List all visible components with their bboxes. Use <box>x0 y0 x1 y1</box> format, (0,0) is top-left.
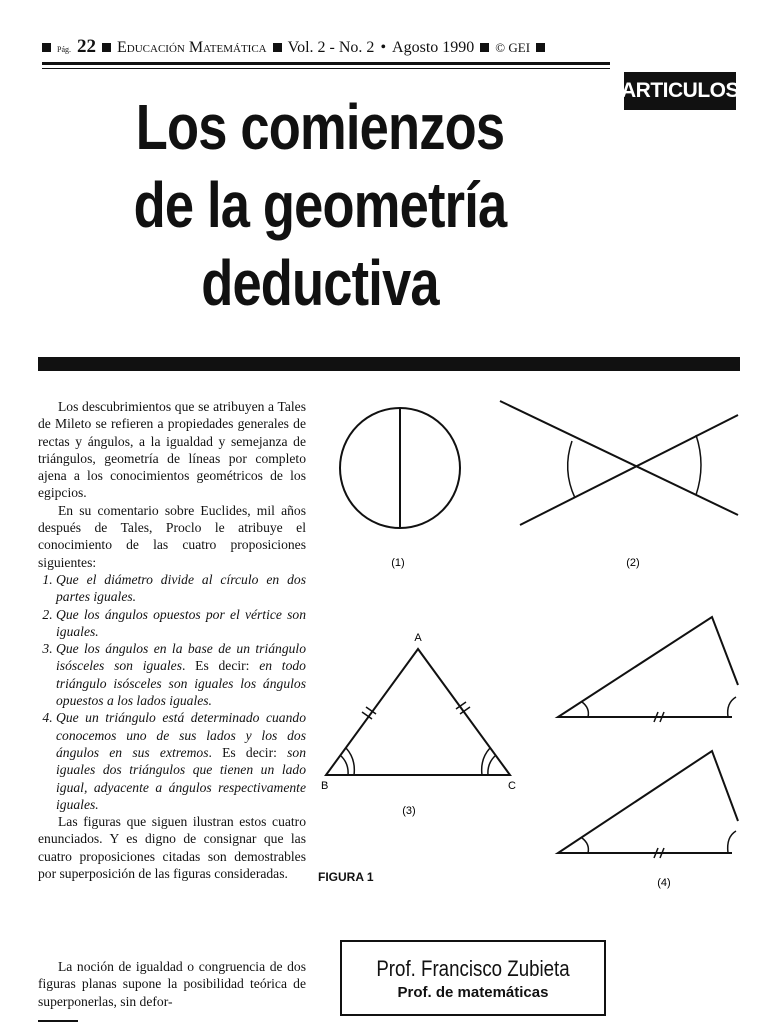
footnote-rule <box>38 1020 78 1022</box>
figure-caption: FIGURA 1 <box>318 870 374 884</box>
bullet-square-icon <box>536 43 545 52</box>
figure-4-triangle-upper <box>558 617 738 722</box>
bullet-square-icon <box>102 43 111 52</box>
figure-1-circle <box>340 408 460 528</box>
paragraph: Los descubrimientos que se atribuyen a Tales de Mileto se refieren a propiedades generales de rectas y ángulos, a la igualdad y semejanza de triángulos, geometría de líneas por completo ajena a los conocimientos geométricos de los egipcios. <box>38 399 306 501</box>
issue-date: Agosto 1990 <box>392 39 475 56</box>
figure-2-vertical-angles <box>500 401 738 525</box>
page-label: Pág. <box>57 45 71 54</box>
header-rule <box>42 62 610 65</box>
volume-info: Vol. 2 - No. 2 <box>287 39 375 56</box>
copyright: © GEI <box>495 40 531 55</box>
bullet-square-icon <box>480 43 489 52</box>
author-box <box>340 940 606 1016</box>
author-name: Prof. Francisco Zubieta <box>376 956 570 981</box>
figure-label: (3) <box>402 805 416 817</box>
vertex-label: A <box>414 632 422 644</box>
list-item: 2. Que los ángulos opuestos por el vértice son iguales. <box>56 606 306 641</box>
list-item: 4. Que un triángulo está determinado cuando conocemos uno de sus lados y los dos ángulos en sus extremos. Es decir: son iguales dos triángulos que tienen un lado igual, adyacente a ángulos respectivamente iguales. <box>56 709 306 813</box>
paragraph: La noción de igualdad o congruencia de dos figuras planas supone la posibilidad teórica de superponerlas, sin defor- <box>38 959 306 1009</box>
list-item: 1. Que el diámetro divide al círculo en dos partes iguales. <box>56 571 306 606</box>
figure-label: (2) <box>626 557 640 569</box>
bullet-square-icon <box>42 43 51 52</box>
paragraph: Las figuras que siguen ilustran estos cuatro enunciados. Y es digno de consignar que las cuatro proposiciones citadas son demostrables por superposición de las figuras consideradas. <box>38 814 306 882</box>
author-role: Prof. de matemáticas <box>397 984 549 1001</box>
title-line: Los comienzos <box>135 91 505 163</box>
body-column-continued <box>38 958 306 1010</box>
figure-3-isosceles-triangle <box>326 649 510 775</box>
figure-label: (1) <box>391 557 405 569</box>
journal-name: Educación Matemática <box>117 39 267 56</box>
bullet-dot-icon: • <box>380 39 387 56</box>
section-tab: ARTICULOS <box>624 72 736 110</box>
journal-header <box>42 36 612 58</box>
geometry-figures <box>318 385 748 905</box>
title-divider <box>38 357 740 371</box>
title-line: de la geometría <box>133 169 507 241</box>
bullet-square-icon <box>273 43 282 52</box>
list-item: 3. Que los ángulos en la base de un triángulo isósceles son iguales. Es decir: en todo triángulo isósceles son iguales los ángulos opuestos a los lados iguales. <box>56 640 306 709</box>
vertex-label: B <box>321 780 329 792</box>
propositions-list <box>38 571 306 813</box>
body-column <box>38 398 306 882</box>
figure-label: (4) <box>657 877 671 889</box>
figure-4-triangle-lower <box>558 751 738 858</box>
header-rule-thin <box>42 68 610 69</box>
page-number: 22 <box>77 36 96 57</box>
vertex-label: C <box>508 780 516 792</box>
paragraph: En su comentario sobre Euclides, mil años después de Tales, Proclo le atribuye el conocimiento de las cuatro proposiciones siguientes: <box>38 502 306 570</box>
article-title <box>107 88 533 322</box>
title-line: deductiva <box>201 247 439 319</box>
